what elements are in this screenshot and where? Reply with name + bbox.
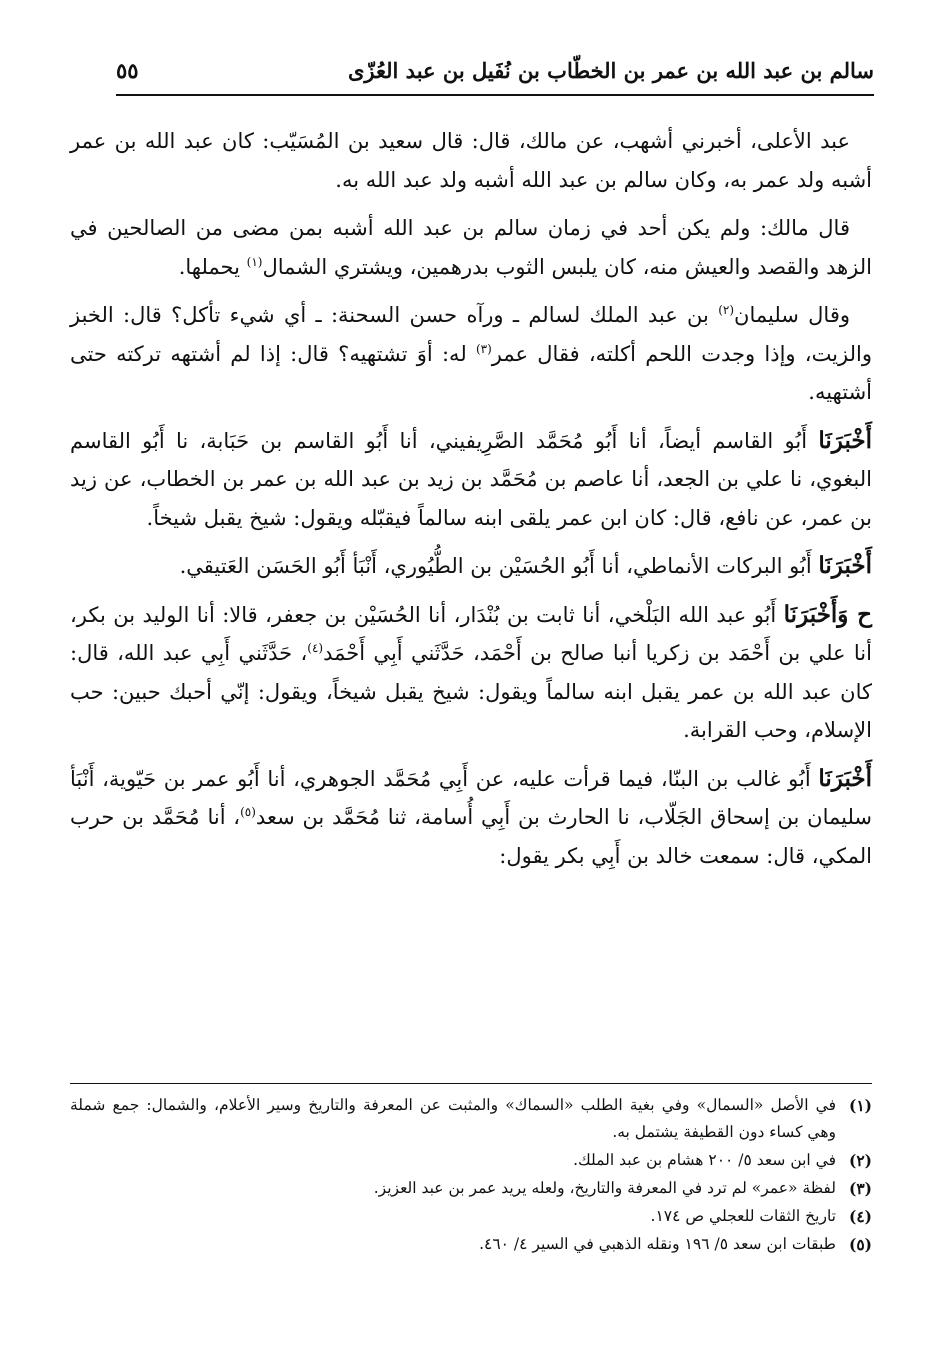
paragraph-text: قال مالك: ولم يكن أحد في زمان سالم بن عبد الله أشبه بمن مضى من الصالحين في الزهد والقصد والعيش منه، كان يلبس الثوب بدرهمين، ويشتري الشمال (70, 216, 872, 279)
footnote (70, 1092, 872, 1146)
running-header (116, 52, 874, 96)
paragraph (70, 547, 872, 586)
footnote-reference: (١) (246, 254, 263, 269)
paragraph (70, 122, 872, 199)
footnote (70, 1231, 872, 1258)
footnote-number: (٣) (848, 1179, 872, 1198)
paragraph (70, 209, 872, 286)
paragraph-text: أَبُو عبد الله البَلْخي، أنا ثابت بن بُنْدَار، أنا الحُسَيْن بن جعفر، قالا: أنا الوليد بن بكر، أنا علي بن أَحْمَد بن زكريا أنبا صالح بن أَحْمَد، حَدَّثَني أَبِي أَحْمَد (70, 602, 872, 665)
paragraph-lead: أَخْبَرَنَا (818, 764, 872, 792)
footnote-number: (٥) (848, 1235, 872, 1254)
footnote-text: تاريخ الثقات للعجلي ص ١٧٤. (650, 1207, 836, 1225)
paragraph-lead: ح وَأَخْبَرَنَا (783, 600, 872, 628)
footnote-number: (١) (848, 1096, 872, 1115)
page-number: ٥٥ (116, 58, 139, 83)
footnote-reference: (٢) (718, 303, 735, 317)
paragraph-text: عبد الأعلى، أخبرني أشهب، عن مالك، قال: قال سعيد بن المُسَيّب: كان عبد الله بن عمر أشبه ولد عمر به، وكان سالم بن عبد الله أشبه ولد عبد الله به. (70, 129, 872, 192)
footnote (70, 1147, 872, 1174)
paragraph-text: له: أوَ تشتهيه؟ قال: إذا لم أشتهه تركته حتى أشتهيه. (70, 341, 872, 404)
footnote-text: لفظة «عمر» لم ترد في المعرفة والتاريخ، ولعله يريد عمر بن عبد العزيز. (373, 1179, 836, 1197)
paragraph (70, 296, 872, 412)
footnote-reference: (٥) (240, 805, 256, 819)
footnote (70, 1203, 872, 1230)
footnotes (70, 1092, 872, 1259)
footnote-reference: (٤) (307, 641, 324, 655)
paragraph-lead: أَخْبَرَنَا (818, 552, 872, 579)
footnote-separator (70, 1083, 872, 1084)
paragraph-text: وقال سليمان (734, 303, 850, 327)
footnote-text: في ابن سعد ٥/ ٢٠٠ هشام بن عبد الملك. (573, 1151, 836, 1169)
footnote-number: (٢) (848, 1151, 872, 1170)
paragraph-lead: أَخْبَرَنَا (818, 426, 872, 454)
paragraph-text: بن عبد الملك لسالم ـ ورآه حسن السحنة: ـ أي شيء تأكل؟ قال: الخبز والزيت، وإذا وجدت اللحم أكلته، فقال عمر (70, 303, 872, 366)
footnote-number: (٤) (848, 1207, 872, 1226)
paragraph (70, 422, 872, 538)
main-text (70, 122, 872, 885)
paragraph-text: يحملها. (178, 254, 247, 279)
header-title: سالم بن عبد الله بن عمر بن الخطّاب بن نُفَيل بن عبد العُزّى (347, 58, 874, 83)
paragraph-text: ، حَدَّثَني أَبِي عبد الله، قال: كان عبد الله بن عمر يقبل ابنه سالماً ويقول: شيخ يقبل شيخاً، ويقول: إنّي أحبك حبين: حب الإسلام، وحب القرابة. (70, 641, 872, 742)
footnote-text: طبقات ابن سعد ٥/ ١٩٦ ونقله الذهبي في السير ٤/ ٤٦٠. (479, 1235, 836, 1253)
paragraph (70, 760, 872, 876)
paragraph (70, 596, 872, 750)
footnote (70, 1175, 872, 1202)
paragraph-text: أَبُو غالب بن البنّا، فيما قرأت عليه، عن أَبِي مُحَمَّد الجوهري، أنا أَبُو عمر بن حَيّوية، أَنْبَأ سليمان بن إسحاق الجَلّاب، نا الحارث بن أَبِي أُسامة، ثنا مُحَمَّد بن سعد (70, 766, 873, 829)
paragraph-text: أَبُو القاسم أيضاً، أنا أَبُو مُحَمَّد الصَّرِيفيني، أنا أَبُو القاسم بن حَبَابة، نا أَبُو القاسم البغوي، نا علي بن الجعد، أنا عاصم بن مُحَمَّد بن زيد بن عبد الله بن عمر بن الخطاب، عن زيد بن عمر، عن نافع، قال: كان ابن عمر يلقى ابنه سالماً فيقبّله ويقول: شيخ يقبل شيخاً. (70, 428, 872, 530)
footnote-reference: (٣) (475, 341, 492, 356)
paragraph-text: أَبُو البركات الأنماطي، أنا أَبُو الحُسَيْن بن الطُّيُوري، أَنْبَأ أَبُو الحَسَن العَتيقي. (179, 554, 819, 578)
footnote-text: في الأصل «السمال» وفي بغية الطلب «السماك» والمثبت عن المعرفة والتاريخ وسير الأعلام، والشمال: جمع شملة وهي كساء دون القطيفة يشتمل به. (70, 1096, 836, 1141)
paragraph-text: ، أنا مُحَمَّد بن حرب المكي، قال: سمعت خالد بن أَبِي بكر يقول: (70, 805, 872, 868)
